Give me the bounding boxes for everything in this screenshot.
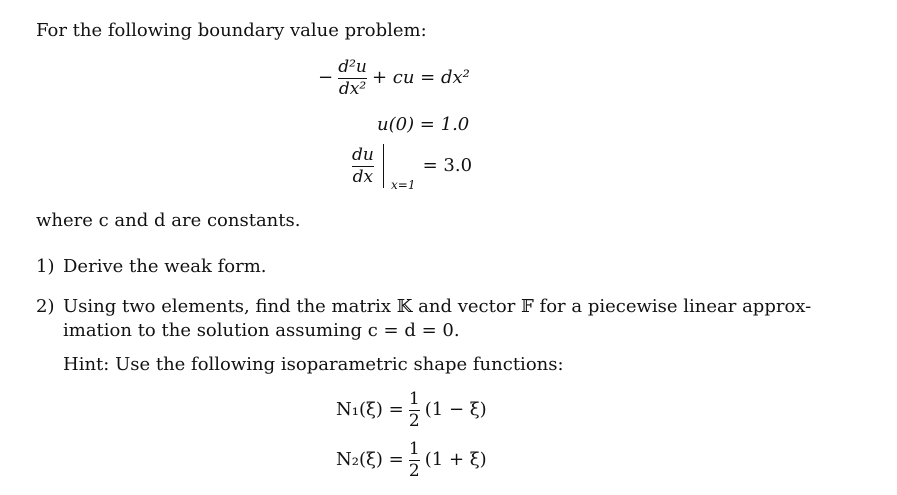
where-text: where c and d are constants. (36, 210, 301, 231)
ode-rhs: + cu = dx² (371, 67, 470, 89)
item-2-text-line1: Using two elements, find the matrix 𝕂 and vector 𝔽 for a piecewise linear approx- (63, 296, 812, 317)
ode-fraction (338, 58, 367, 98)
item-1-number: 1) (36, 256, 55, 277)
bc2-denominator: dx (352, 166, 374, 187)
shape-function-n2 (336, 440, 487, 480)
item-1-text: Derive the weak form. (63, 256, 267, 277)
bc2-numerator: du (352, 144, 374, 165)
boundary-condition-2 (352, 144, 473, 192)
n1-rhs: (1 − ξ) (424, 399, 487, 421)
n2-lhs: N₂(ξ) = (336, 449, 404, 471)
n1-lhs: N₁(ξ) = (336, 399, 404, 421)
evaluation-bar (383, 144, 384, 188)
n2-fraction (409, 440, 420, 480)
intro-text: For the following boundary value problem: (36, 20, 427, 41)
hint-text: Hint: Use the following isoparametric shape functions: (63, 354, 564, 375)
n2-rhs: (1 + ξ) (424, 449, 487, 471)
n1-fraction (409, 390, 420, 430)
ode-numerator: d²u (338, 57, 367, 77)
ode-minus: − (318, 67, 334, 89)
ode-denominator: dx² (338, 78, 367, 99)
bc2-fraction (352, 146, 374, 186)
item-2-text-line2: imation to the solution assuming c = d = 0. (63, 320, 460, 341)
n1-numerator: 1 (408, 389, 420, 409)
ode-equation (318, 58, 470, 98)
bc2-rhs: = 3.0 (422, 155, 473, 176)
shape-function-n1 (336, 390, 487, 430)
n1-denominator: 2 (408, 410, 420, 431)
bc2-subscript: x=1 (391, 177, 416, 192)
n2-denominator: 2 (408, 460, 420, 481)
boundary-condition-1: u(0) = 1.0 (377, 114, 470, 135)
item-2-number: 2) (36, 296, 55, 317)
n2-numerator: 1 (408, 439, 420, 459)
